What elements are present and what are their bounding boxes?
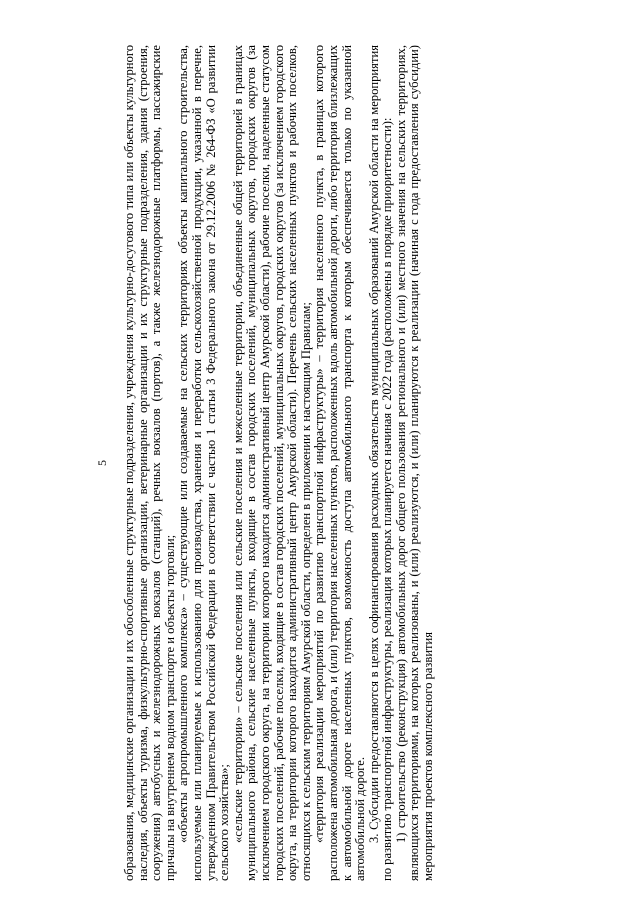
document-body (123, 45, 436, 881)
rotated-content (95, 45, 545, 881)
paragraph: «объекты агропромышленного комплекса» – существующие или создаваемые на сельских территориях объекты капитального строительства, используемые или планируемые к использованию для производства, хранения и переработки сельскохозяйственной продукции, указанной в перечне, утвержденном Правительством Российской Федерации в соответствии с частью 1 статьи 3 Федерального закона от 29.12.2006 № 264-ФЗ «О развитии сельского хозяйства»; (176, 45, 232, 881)
paragraph: 1) строительство (реконструкция) автомобильных дорог общего пользования регионального и (или) местного значения на сельских территориях, являющихся территориями, на которых реализованы, и (или) реализуются, и (или) планируются к реализации (начиная с года предоставления субсидии) мероприятия проектов комплексного развития (393, 45, 436, 881)
page-number: 5 (95, 460, 109, 466)
paragraph: «сельские территории» – сельские поселения или сельские поселения и межселенные территории, объединенные общей территорией в границах муниципального района, сельские населенные пункты, входящие в состав городских поселений, муниципальных округов, городских округов (за исключением городского округа, на территории которого находится административный центр Амурской области), рабочие поселки, наделенные статусом городских поселений, рабочие поселки, входящие в состав городских поселений, муниципальных округов, городских округов (за исключением городского округа, на территории которого находится административный центр Амурской области). Перечень сельских населенных пунктов и рабочих поселков, относящихся к сельским территориям Амурской области, определен в приложении к настоящим Правилам; (230, 45, 313, 881)
paragraph: 3. Субсидии предоставляются в целях софинансирования расходных обязательств муниципальных образований Амурской области на мероприятия по развитию транспортной инфраструктуры, реализация которых планируется начиная с 2022 года (расположены в порядке приоритетности): (366, 45, 395, 881)
paragraph: образования, медицинские организации и их обособленные структурные подразделения, учреждения культурно-досугового типа или объекты культурного наследия, объекты туризма, физкультурно-спортивные организации, ветеринарные организации и их структурные подразделения, здания (строения, сооружения) автобусных и железнодорожных вокзалов (станций), речных вокзалов (портов), а также железнодорожные платформы, пассажирские причалы на внутреннем водном транспорте и объекты торговли; (122, 45, 177, 881)
paragraph: «территория реализации мероприятий по развитию транспортной инфраструктуры» – территория населенного пункта, в границах которого расположена автомобильная дорога, и (или) территория населенных пунктов, расположенных вдоль автомобильной дороги, либо территория близлежащих к автомобильной дороге населенных пунктов, возможность доступа автомобильного транспорта к которым обеспечивается только по указанной автомобильной дороге. (312, 45, 368, 881)
